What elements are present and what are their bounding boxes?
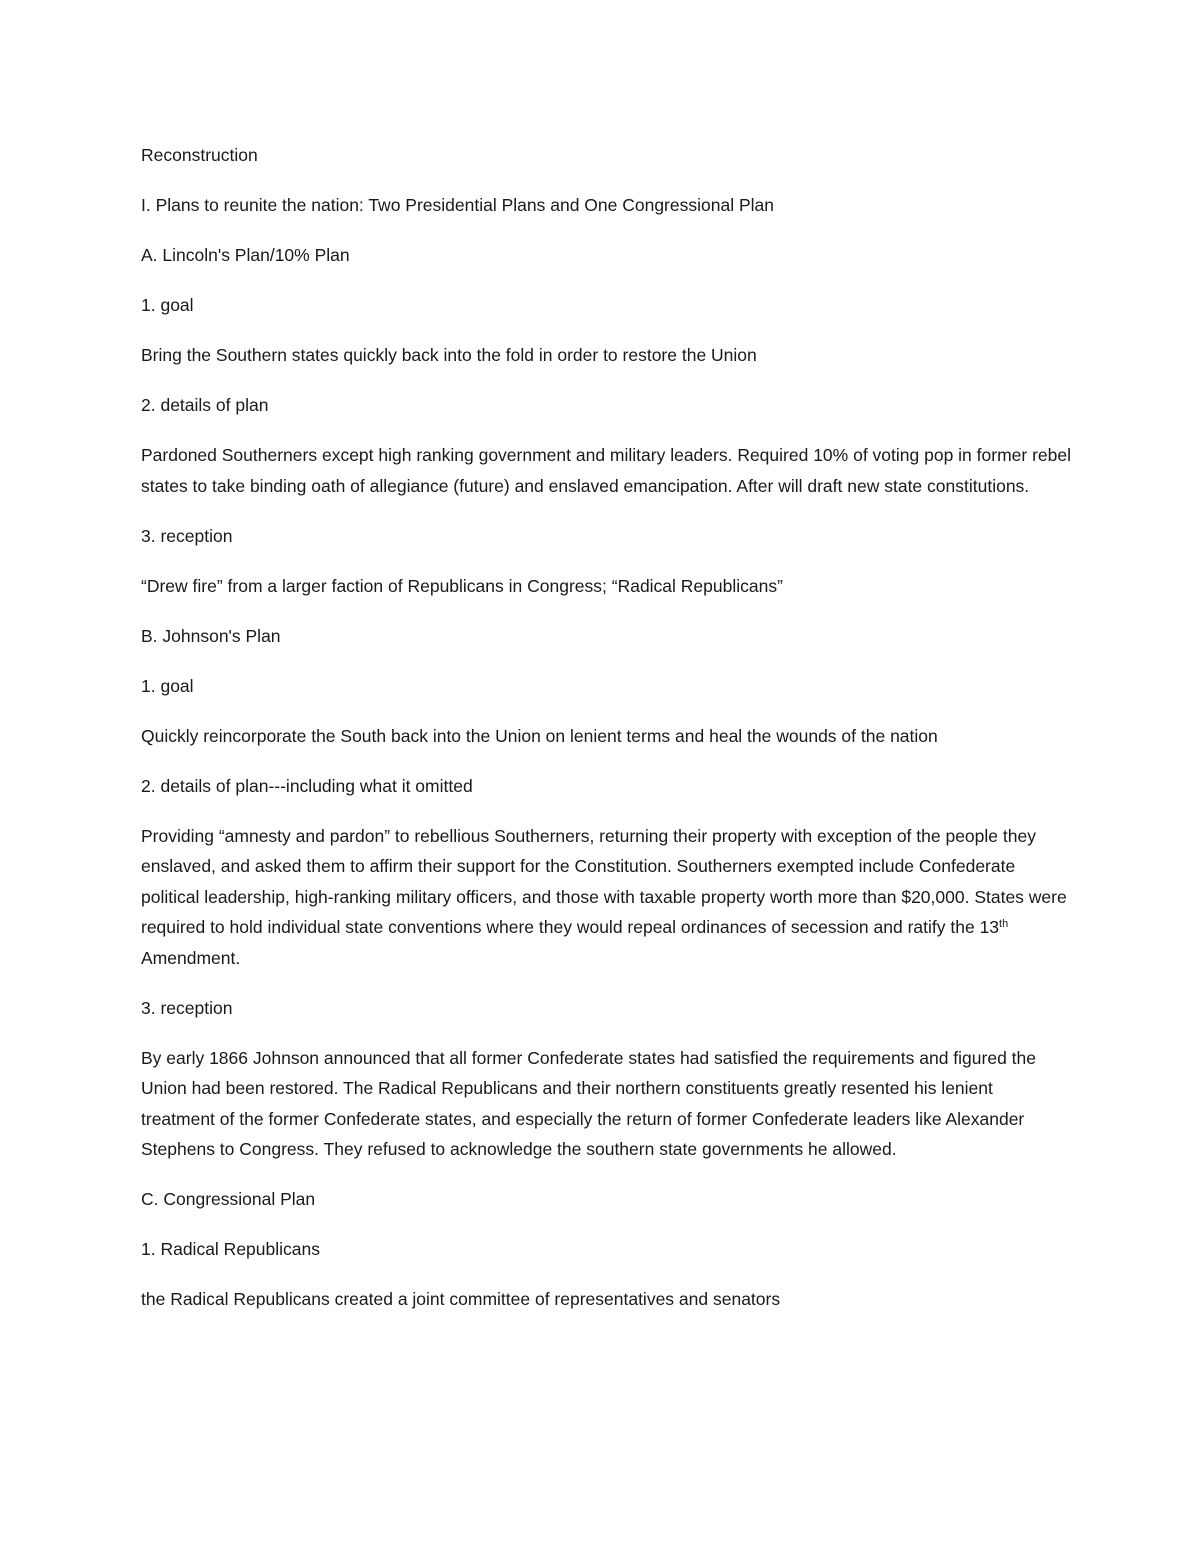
- plan-b-heading: B. Johnson's Plan: [141, 625, 281, 646]
- plan-b-details-text: [141, 821, 1071, 974]
- plan-a-reception-label: 3. reception: [141, 525, 233, 546]
- plan-c-radicals-label: 1. Radical Republicans: [141, 1239, 320, 1259]
- plan-b-goal-text: Quickly reincorporate the South back into the Union on lenient terms and heal the wounds of the nation: [141, 725, 938, 746]
- section-heading: I. Plans to reunite the nation: Two Presidential Plans and One Congressional Plan: [141, 195, 774, 215]
- document-title: Reconstruction: [141, 145, 258, 165]
- plan-c-radicals-text: the Radical Republicans created a joint committee of representatives and senators: [141, 1289, 781, 1309]
- plan-b-reception-text: By early 1866 Johnson announced that all former Confederate states had satisfied the requirements and figured the Union had been restored. The Radical Republicans and their northern constituents greatly resented his lenient treatment of the former Confederate states, and especially the return of former Confederate leaders like Alexander Stephens to Congress. They refused to acknowledge the southern state governments he allowed.: [141, 1047, 1037, 1159]
- plan-b-details-text-end: Amendment.: [141, 947, 241, 968]
- plan-b-goal-label: 1. goal: [141, 675, 194, 696]
- plan-a-heading: A. Lincoln's Plan/10% Plan: [141, 245, 350, 265]
- plan-b-details-label: 2. details of plan---including what it omitted: [141, 775, 473, 796]
- plan-a-details-text: Pardoned Southerners except high ranking government and military leaders. Required 10% of voting pop in former rebel states to take binding oath of allegiance (future) and enslaved emancipation. After will draft new state constitutions.: [141, 445, 1071, 496]
- document-body: [141, 140, 1071, 1334]
- plan-a-details-label: 2. details of plan: [141, 395, 269, 415]
- plan-b-reception-label: 3. reception: [141, 997, 233, 1018]
- plan-a-goal-text: Bring the Southern states quickly back into the fold in order to restore the Union: [141, 345, 757, 365]
- plan-c-heading: C. Congressional Plan: [141, 1189, 316, 1209]
- plan-a-goal-label: 1. goal: [141, 295, 194, 315]
- plan-a-reception-text: “Drew fire” from a larger faction of Republicans in Congress; “Radical Republicans”: [141, 575, 783, 596]
- ordinal-superscript: th: [999, 918, 1009, 931]
- plan-b-details-text-main: Providing “amnesty and pardon” to rebellious Southerners, returning their property with exception of the people they enslaved, and asked them to affirm their support for the Constitution. Southerners exempted include Confederate political leadership, high-ranking military officers, and those with taxable property worth more than $20,000. States were required to hold individual state conventions where they would repeal ordinances of secession and ratify the 13: [141, 825, 1067, 937]
